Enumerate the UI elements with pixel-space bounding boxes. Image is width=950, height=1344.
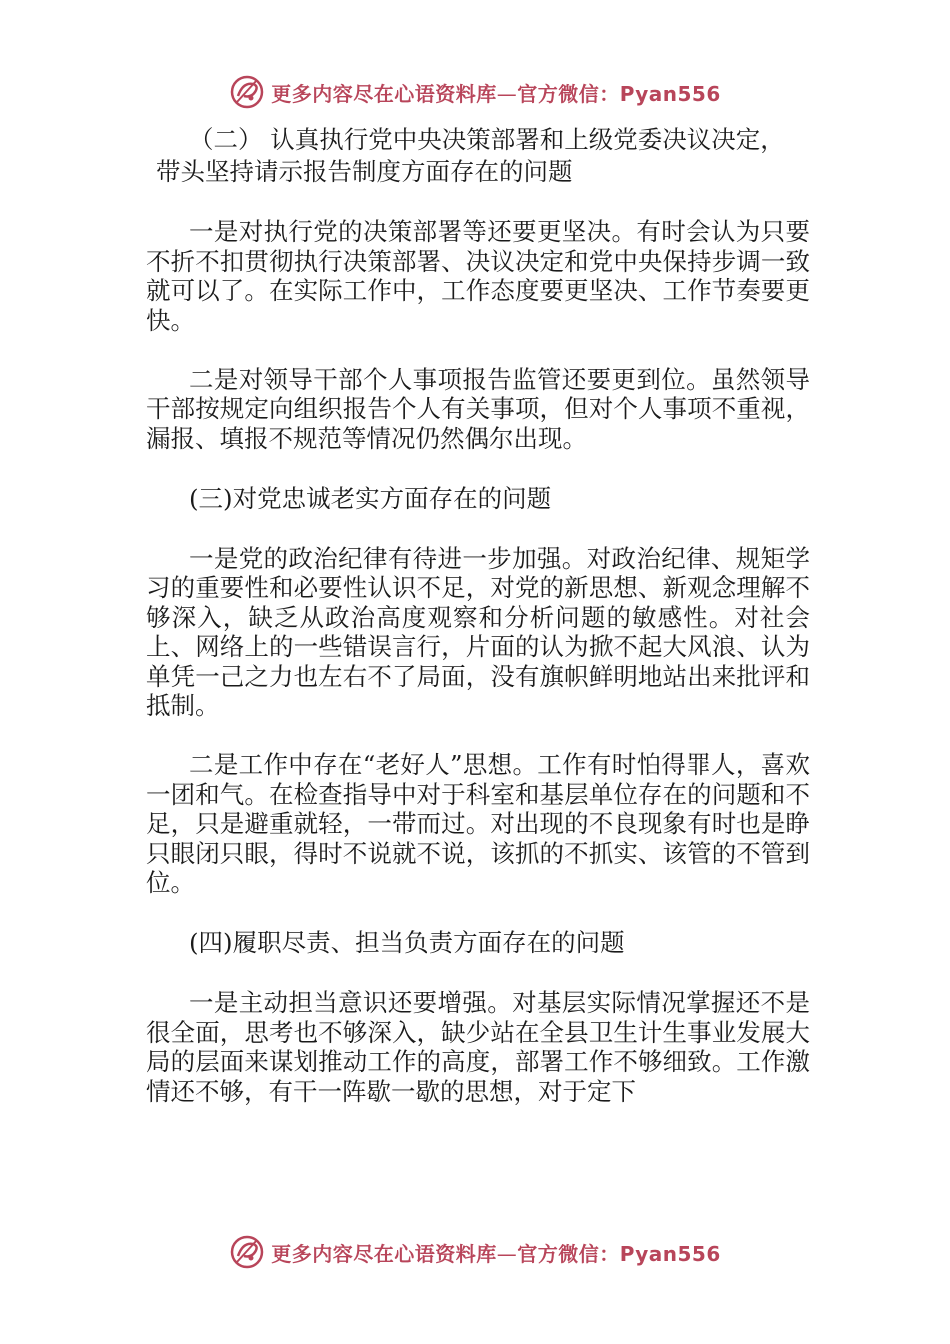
section-3-heading: (三)对党忠诚老实方面存在的问题	[189, 483, 552, 513]
watermark-header	[0, 72, 950, 112]
section-3-paragraph-2: 二是工作中存在“老好人”思想。工作有时怕得罪人，喜欢一团和气。在检查指导中对于科室和基层单位存在的问题和不足，只是避重就轻，一带而过。对出现的不良现象有时也是睁只眼闭只眼，得时不说就不说，该抓的不抓实、该管的不管到位。	[146, 750, 810, 897]
watermark-text: 更多内容尽在心语资料库—官方微信：Pyan556	[271, 1241, 721, 1266]
section-2-heading: （二） 认真执行党中央决策部署和上级党委决议决定， 带头坚持请示报告制度方面存在的问题	[156, 125, 785, 186]
document-body	[146, 124, 810, 1136]
watermark-text: 更多内容尽在心语资料库—官方微信：Pyan556	[271, 81, 721, 106]
section-3-paragraph-1: 一是党的政治纪律有待进一步加强。对政治纪律、规矩学习的重要性和必要性认识不足，对党的新思想、新观念理解不够深入，缺乏从政治高度观察和分析问题的敏感性。对社会上、网络上的一些错误言行，片面的认为掀不起大风浪、认为单凭一己之力也左右不了局面，没有旗帜鲜明地站出来批评和抵制。	[146, 543, 810, 720]
watermark-footer	[0, 1232, 950, 1272]
brand-logo-icon	[229, 1234, 265, 1270]
section-4-paragraph-1: 一是主动担当意识还要增强。对基层实际情况掌握还不是很全面，思考也不够深入，缺少站在全县卫生计生事业发展大局的层面来谋划推动工作的高度，部署工作不够细致。工作激情还不够，有干一阵歇一歇的思想，对于定下	[146, 988, 810, 1106]
section-2-paragraph-2: 二是对领导干部个人事项报告监管还要更到位。虽然领导干部按规定向组织报告个人有关事项，但对个人事项不重视，漏报、填报不规范等情况仍然偶尔出现。	[146, 364, 810, 453]
brand-logo-icon	[229, 74, 265, 110]
section-2-paragraph-1: 一是对执行党的决策部署等还要更坚决。有时会认为只要不折不扣贯彻执行决策部署、决议决定和党中央保持步调一致就可以了。在实际工作中，工作态度要更坚决、工作节奏要更快。	[146, 217, 810, 335]
section-4-heading: (四)履职尽责、担当负责方面存在的问题	[189, 928, 625, 957]
